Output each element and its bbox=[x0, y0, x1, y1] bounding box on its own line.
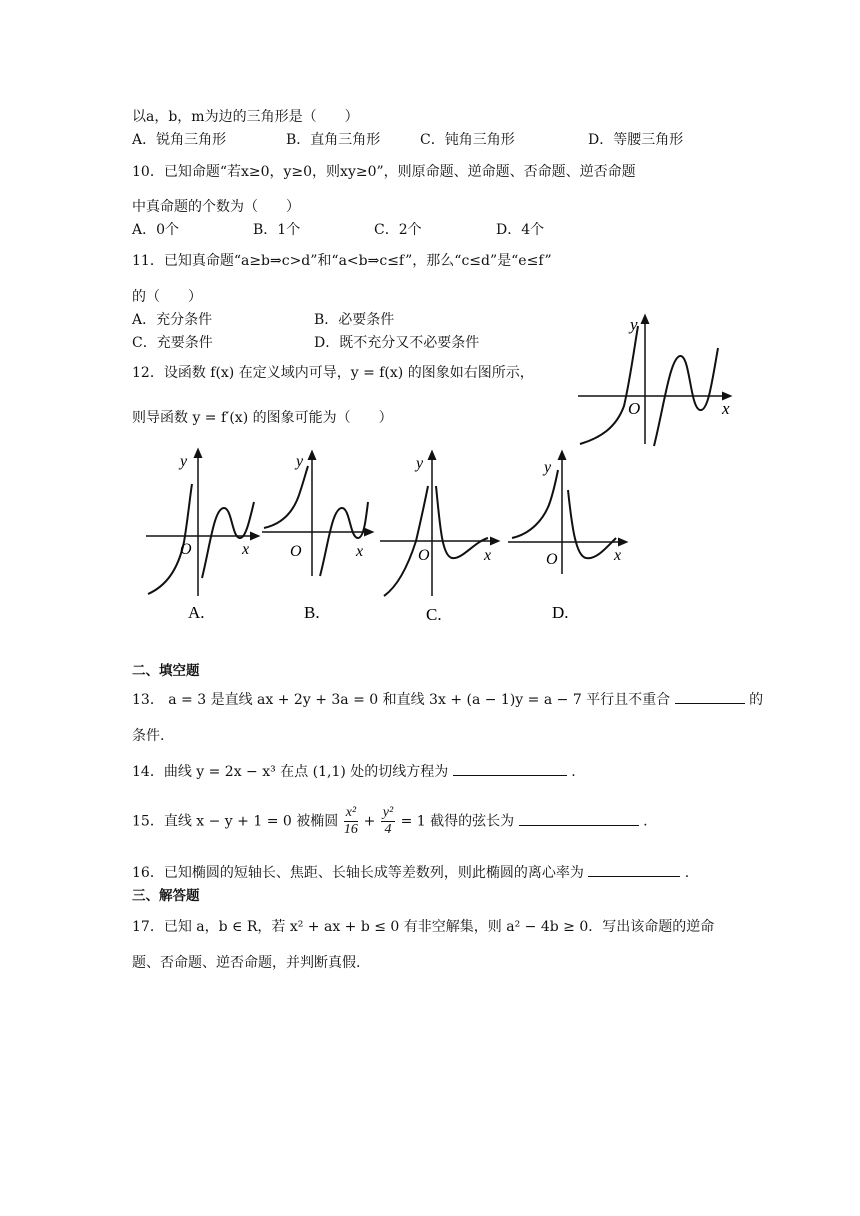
q16-text: 16．已知椭圆的短轴长、焦距、长轴长成等差数列，则此椭圆的离心率为 bbox=[132, 865, 584, 881]
y-label: y bbox=[630, 315, 638, 334]
q14-tail: . bbox=[571, 764, 576, 780]
svg-text:O: O bbox=[418, 547, 430, 564]
q11-option-a: A．充分条件 bbox=[132, 312, 213, 328]
q9-option-b: B．直角三角形 bbox=[286, 132, 381, 148]
choice-c-label: C. bbox=[426, 605, 442, 624]
q13-tail: 的 bbox=[749, 692, 764, 708]
curve-left bbox=[580, 326, 641, 444]
svg-text:x: x bbox=[242, 541, 250, 558]
choice-d-label: D. bbox=[552, 603, 569, 622]
svg-text:y: y bbox=[544, 459, 552, 476]
q13-blank[interactable] bbox=[675, 689, 745, 704]
q17-line1: 17．已知 a，b ∈ R，若 x² + ax + b ≤ 0 有非空解集，则 a² − 4b ≥ 0．写出该命题的逆命 bbox=[132, 919, 715, 935]
q9-option-d: D．等腰三角形 bbox=[588, 132, 684, 148]
q10-stem-line2: 中真命题的个数为（ ） bbox=[132, 199, 300, 215]
q10-option-b: B．1个 bbox=[253, 222, 301, 238]
svg-text:O: O bbox=[546, 551, 558, 568]
q15-prefix: 15．直线 x − y + 1 = 0 被椭圆 bbox=[132, 813, 339, 830]
q14-text: 14．曲线 y = 2x − x³ 在点 (1,1) 处的切线方程为 bbox=[132, 764, 449, 780]
svg-text:x: x bbox=[484, 547, 492, 564]
q10-option-d: D．4个 bbox=[496, 222, 545, 238]
q15-line: 15．直线 x − y + 1 = 0 被椭圆 $\frac{\text{x²}}{16}$ + $\frac{\text{y²}}{4}$ = 1 截得的弦长为 . bbox=[132, 805, 648, 837]
q14-line bbox=[132, 761, 576, 782]
q13-line2: 条件. bbox=[132, 728, 165, 744]
q12-choice-a-graph bbox=[142, 446, 262, 626]
svg-text:x: x bbox=[614, 547, 622, 564]
section-2-title: 二、填空题 bbox=[132, 663, 200, 679]
q11-option-b: B．必要条件 bbox=[314, 312, 395, 328]
q11-stem-line2: 的（ ） bbox=[132, 289, 202, 305]
q12-stem-line1: 12．设函数 f(x) 在定义域内可导，y = f(x) 的图象如右图所示， bbox=[132, 365, 534, 381]
q12-main-graph bbox=[572, 310, 742, 450]
q12-choice-b-graph bbox=[258, 446, 378, 626]
q15-fraction-y: $\frac{\text{y²}}{4}$ bbox=[382, 805, 394, 837]
q11-option-d: D．既不充分又不必要条件 bbox=[314, 335, 480, 351]
q10-option-a: A．0个 bbox=[132, 222, 180, 238]
q12-stem-line2: 则导函数 y = f′(x) 的图象可能为（ ） bbox=[132, 410, 393, 426]
svg-text:O: O bbox=[180, 541, 192, 558]
q12-choice-d-graph bbox=[506, 446, 630, 626]
svg-text:O: O bbox=[290, 543, 302, 560]
origin-label: O bbox=[628, 399, 641, 418]
curve-right bbox=[654, 348, 718, 446]
q10-stem-line1: 10．已知命题“若x≥0，y≥0，则xy≥0”，则原命题、逆命题、否命题、逆否命题 bbox=[132, 164, 636, 180]
svg-text:x: x bbox=[356, 543, 364, 560]
q11-option-c: C．充要条件 bbox=[132, 335, 213, 351]
svg-text:y: y bbox=[180, 453, 188, 470]
choice-b-label: B. bbox=[304, 603, 320, 622]
q16-blank[interactable] bbox=[588, 862, 680, 877]
q9-option-c: C．钝角三角形 bbox=[420, 132, 515, 148]
q17-line2: 题、否命题、逆否命题，并判断真假. bbox=[132, 955, 361, 971]
q9-option-a: A．锐角三角形 bbox=[132, 132, 227, 148]
svg-text:y: y bbox=[416, 455, 424, 472]
q9-stem: 以a，b，m为边的三角形是（ ） bbox=[132, 109, 359, 125]
x-label: x bbox=[722, 399, 730, 418]
section-3-title: 三、解答题 bbox=[132, 888, 200, 904]
q16-line: 16．已知椭圆的短轴长、焦距、长轴长成等差数列，则此椭圆的离心率为 . bbox=[132, 862, 689, 883]
q12-choice-c-graph bbox=[378, 446, 502, 626]
q11-stem-line1: 11．已知真命题“a≥b⇒c>d”和“a<b⇒c≤f”，那么“c≤d”是“e≤f” bbox=[132, 253, 552, 269]
choice-a-label: A. bbox=[188, 603, 205, 622]
q15-suffix: = 1 截得的弦长为 bbox=[400, 813, 515, 830]
q15-blank[interactable] bbox=[519, 811, 639, 826]
q10-option-c: C．2个 bbox=[374, 222, 422, 238]
q13-text: 13． a = 3 是直线 ax + 2y + 3a = 0 和直线 3x + (a − 1)y = a − 7 平行且不重合 bbox=[132, 692, 671, 708]
svg-text:y: y bbox=[296, 453, 304, 470]
q15-fraction-x: $\frac{\text{x²}}{16}$ bbox=[343, 805, 358, 837]
q13-line1 bbox=[132, 689, 763, 710]
q14-blank[interactable] bbox=[453, 761, 567, 776]
